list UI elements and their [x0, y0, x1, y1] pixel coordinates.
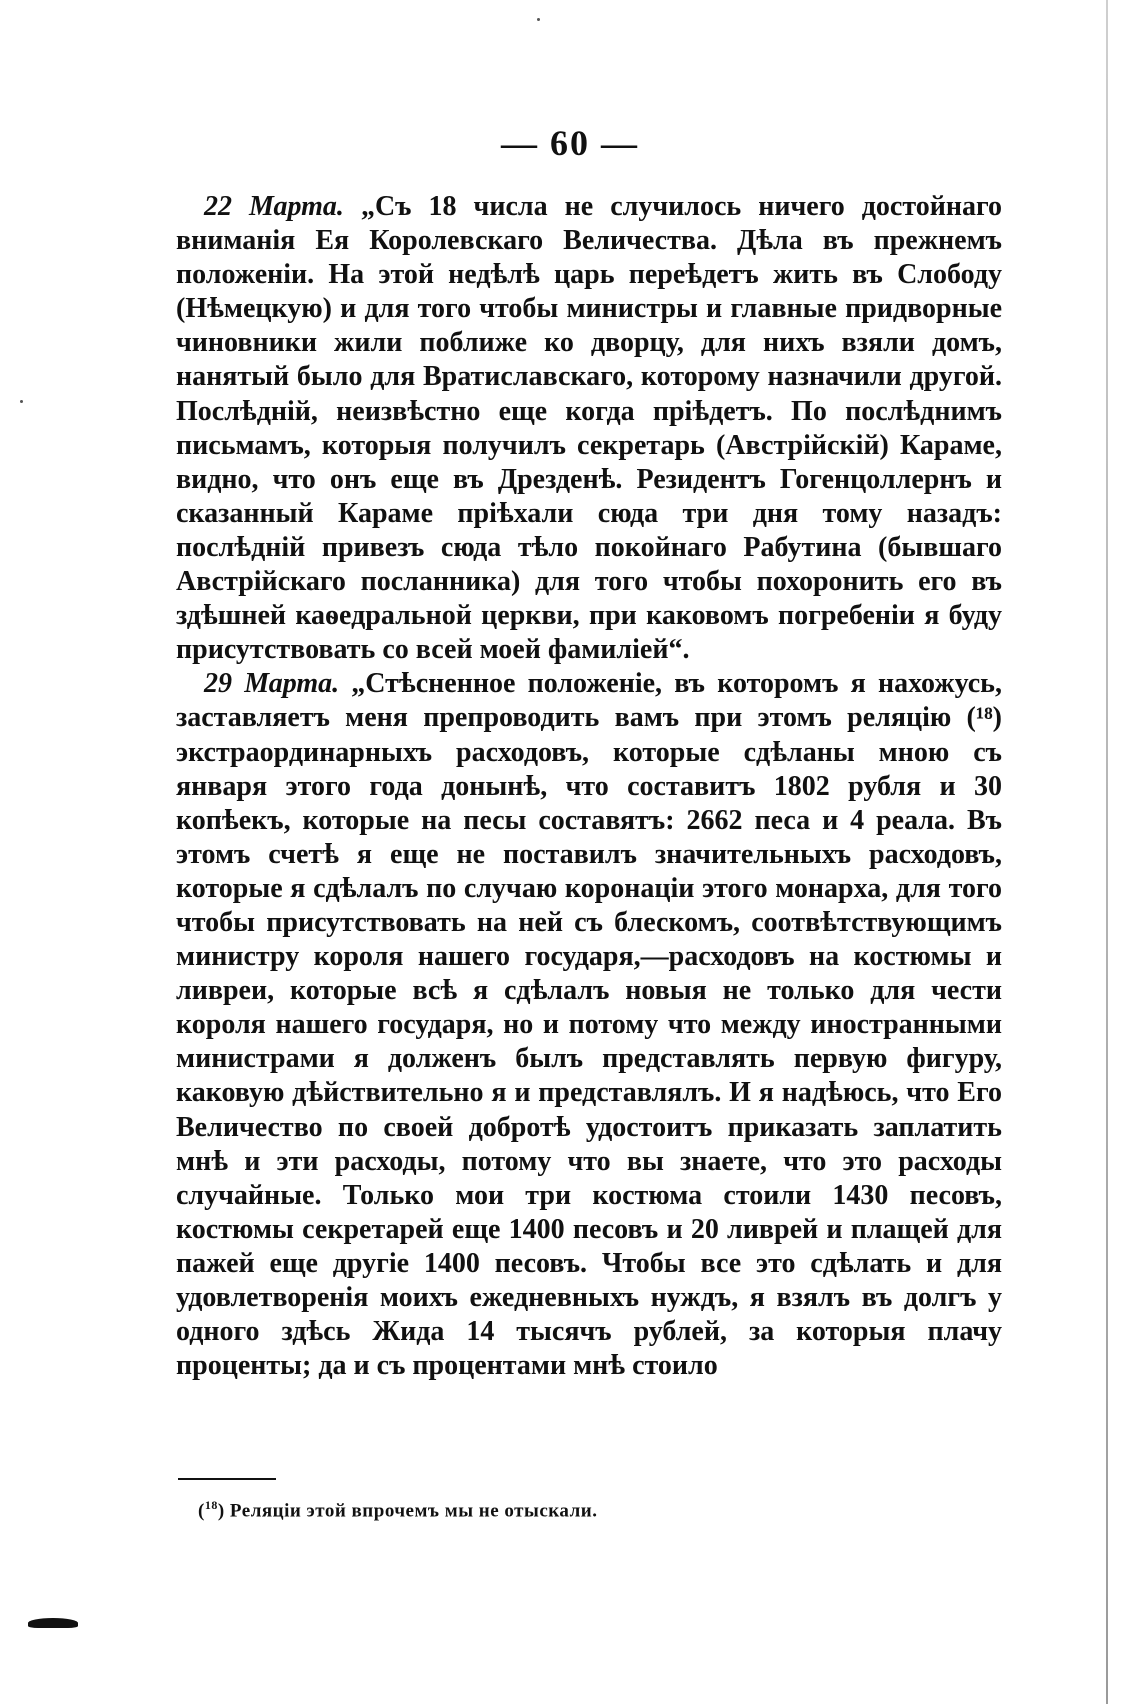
footnote: ($^{18}$) Реляціи этой впрочемъ мы не отыскали. [198, 1498, 598, 1522]
print-speck [537, 18, 540, 21]
footnote-divider [178, 1478, 276, 1480]
footnote-marker: 18 [204, 1498, 218, 1512]
print-speck [20, 400, 23, 403]
entry-date: 29 Марта. [204, 668, 340, 700]
footnote-text: Реляціи этой впрочемъ мы не отыскали. [224, 1500, 598, 1522]
paragraph-march-22 [176, 190, 1002, 667]
page-number: — 60 — [501, 123, 639, 163]
ink-smudge [28, 1618, 78, 1628]
entry-text: „Стѣсненное положеніе, въ которомъ я нахожусь, заставляетъ меня препроводить вамъ при этомъ реляцію (¹⁸) экстраординарныхъ расходовъ, которые сдѣланы мною съ января этого года донынѣ, что составитъ 1802 рубля и 30 копѣекъ, которые на песы составятъ: 2662 песа и 4 реала. Въ этомъ счетѣ я еще не поставилъ значительныхъ расходовъ, которые я сдѣлалъ по случаю коронаціи этого монарха, для того чтобы присутствовать на ней съ блескомъ, соотвѣтствующимъ министру короля нашего государя,—расходовъ на костюмы и ливреи, которые всѣ я сдѣлалъ новыя не только для чести короля нашего государя, но и потому что между иностранными министрами я долженъ былъ представлять первую фигуру, каковую дѣйствительно я и представлялъ. И я надѣюсь, что Его Величество по своей добротѣ удостоитъ приказать заплатить мнѣ и эти расходы, потому что вы знаете, что это расходы случайные. Только мои три костюма стоили 1430 песовъ, костюмы секретарей еще 1400 песовъ и 20 ливрей и плащей для пажей еще другіе 1400 песовъ. Чтобы все это сдѣлать и для удовлетворенія моихъ ежедневныхъ нуждъ, я взялъ въ долгъ у одного здѣсь Жида 14 тысячъ рублей, за которыя плачу проценты; да и съ процентами мнѣ стоило [176, 668, 1002, 1382]
body-text [176, 190, 1002, 1383]
page-edge [1106, 0, 1108, 1704]
paragraph-march-29 [176, 667, 1002, 1383]
entry-date: 22 Марта. [204, 191, 344, 222]
entry-text: „Съ 18 числа не случилось ничего достойнаго вниманія Ея Королевскаго Величества. Дѣла въ прежнемъ положеніи. На этой недѣлѣ царь переѣдетъ жить въ Слободу (Нѣмецкую) и для того чтобы министры и главные придворные чиновники жили поближе ко дворцу, для нихъ взяли домъ, нанятый было для Вратиславскаго, которому назначили другой. Послѣдній, неизвѣстно еще когда пріѣдетъ. По послѣднимъ письмамъ, которыя получилъ секретарь (Австрійскій) Караме, видно, что онъ еще въ Дрезденѣ. Резидентъ Гогенцоллернъ и сказанный Караме пріѣхали сюда три дня тому назадъ: послѣдній привезъ сюда тѣло покойнаго Рабутина (бывшаго Австрійскаго посланника) для того чтобы похоронить его въ здѣшней каѳедральной церкви, при каковомъ погребеніи я буду присутствовать со всей моей фамиліей“. [176, 191, 1002, 666]
